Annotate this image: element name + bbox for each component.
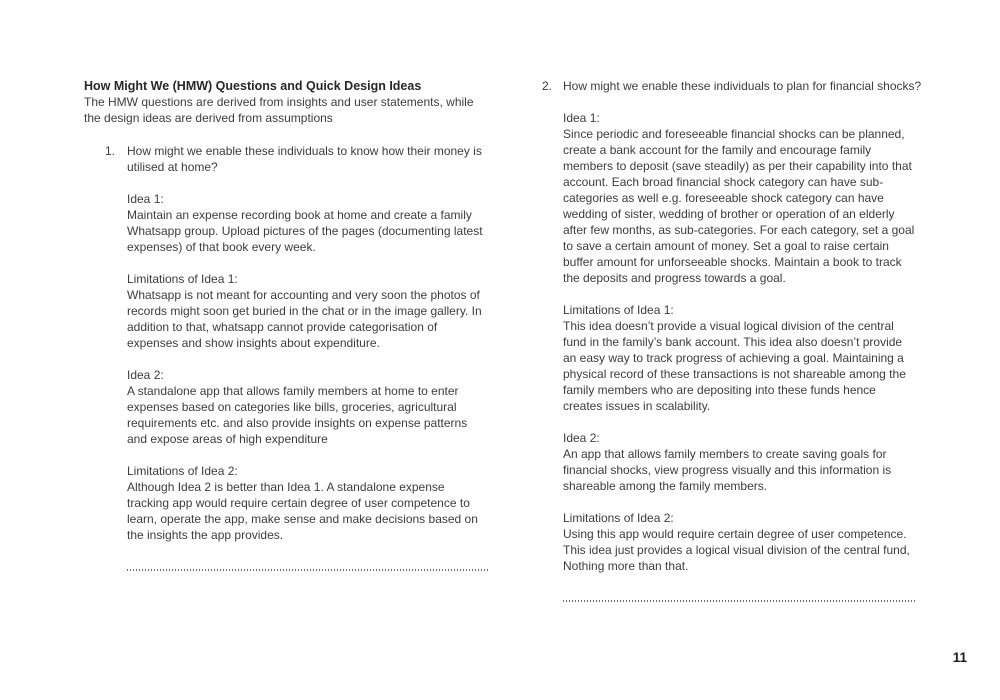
left-column [84, 78, 488, 571]
question-2-content [563, 110, 917, 602]
limitations-idea-1-section [563, 302, 917, 414]
idea-1-label: Idea 1: [563, 111, 600, 125]
idea-2-body: A standalone app that allows family members at home to enter expenses based on categories like bills, groceries, agricultural requirements etc. and also provide insights on expense patterns and expose areas of high expenditure [127, 384, 468, 446]
idea-2-body: An app that allows family members to create saving goals for financial shocks, view progress visually and this information is shareable among the family members. [563, 447, 892, 493]
question-1-number: 1. [105, 144, 116, 158]
idea-1-section [127, 191, 488, 255]
limitations-idea-1-label: Limitations of Idea 1: [563, 303, 674, 317]
dotted-divider [127, 569, 488, 571]
idea-2-section [127, 367, 488, 447]
limitations-idea-2-body: Although Idea 2 is better than Idea 1. A standalone expense tracking app would require certain degree of user competence to learn, operate the app, make sense and make decisions based on the insights the app provides. [127, 480, 478, 542]
limitations-idea-2-label: Limitations of Idea 2: [127, 464, 238, 478]
limitations-idea-2-section [563, 510, 917, 574]
limitations-idea-2-label: Limitations of Idea 2: [563, 511, 674, 525]
limitations-idea-1-body: Whatsapp is not meant for accounting and very soon the photos of records might soon get buried in the chat or in the image gallery. In addition to that, whatsapp cannot provide categorisation of expenses and show insights about expenditure. [127, 288, 482, 350]
question-2 [540, 78, 940, 94]
limitations-idea-1-section [127, 271, 488, 351]
limitations-idea-1-body: This idea doesn’t provide a visual logical division of the central fund in the family’s bank account. This idea also doesn’t provide an easy way to track progress of achieving a goal. Maintaining a physical record of these transactions is not shareable among the family members who are depositing into these funds hence creates issues in scalability. [563, 319, 906, 413]
idea-2-section [563, 430, 917, 494]
question-2-text: How might we enable these individuals to plan for financial shocks? [563, 79, 922, 93]
right-column [540, 78, 940, 602]
idea-2-label: Idea 2: [127, 368, 164, 382]
page-number: 11 [952, 650, 967, 665]
page-subtitle: The HMW questions are derived from insights and user statements, while the design ideas are derived from assumptions [84, 95, 474, 125]
question-1 [84, 143, 488, 175]
idea-1-section [563, 110, 917, 286]
question-2-number: 2. [542, 79, 553, 93]
idea-1-body: Maintain an expense recording book at home and create a family Whatsapp group. Upload pictures of the pages (documenting latest expenses) of that book every week. [127, 208, 483, 254]
idea-1-body: Since periodic and foreseeable financial shocks can be planned, create a bank account for the family and encourage family members to deposit (save steadily) as per their capability into that account. Each broad financial shock category can have sub-categories as well e.g. foreseeable shock category can have wedding of sister, wedding of brother or operation of an elderly after few months, as sub-categories. For each category, set a goal to save a certain amount of money. Set a goal to raise certain buffer amount for unforseeable shocks. Maintain a book to track the deposits and progress towards a goal. [563, 127, 915, 285]
limitations-idea-2-body: Using this app would require certain degree of user competence. This idea just provides a logical visual division of the central fund, Nothing more than that. [563, 527, 910, 573]
limitations-idea-1-label: Limitations of Idea 1: [127, 272, 238, 286]
idea-1-label: Idea 1: [127, 192, 164, 206]
limitations-idea-2-section [127, 463, 488, 543]
question-1-text: How might we enable these individuals to know how their money is utilised at home? [127, 144, 482, 174]
question-1-content [127, 191, 488, 571]
dotted-divider [563, 600, 917, 602]
idea-2-label: Idea 2: [563, 431, 600, 445]
page-title: How Might We (HMW) Questions and Quick Design Ideas [84, 79, 422, 93]
